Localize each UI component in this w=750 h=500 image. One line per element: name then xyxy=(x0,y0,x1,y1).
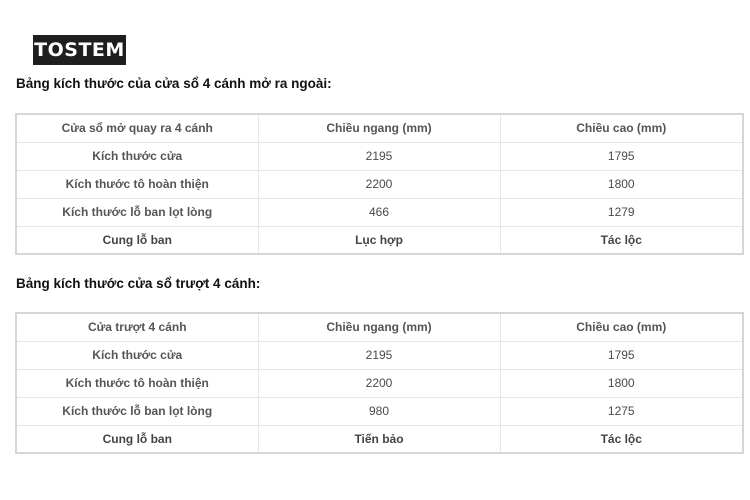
table-header-row xyxy=(16,114,743,142)
row-label: Kích thước cửa xyxy=(16,142,258,170)
table-cell: 466 xyxy=(258,198,500,226)
header-cell: Cửa sổ mở quay ra 4 cánh xyxy=(16,114,258,142)
table-row xyxy=(16,369,743,397)
table-row xyxy=(16,142,743,170)
table-cell: 1275 xyxy=(500,397,743,425)
section-2-heading: Bảng kích thước cửa sổ trượt 4 cánh: xyxy=(16,276,261,291)
header-cell: Chiều ngang (mm) xyxy=(258,313,500,341)
table-cell: 1795 xyxy=(500,341,743,369)
row-label: Kích thước tô hoàn thiện xyxy=(16,170,258,198)
table-cell: 2195 xyxy=(258,341,500,369)
table-cell: 2200 xyxy=(258,170,500,198)
table-header-row xyxy=(16,313,743,341)
casement-window-size-table xyxy=(15,113,744,255)
row-label: Kích thước lỗ ban lọt lòng xyxy=(16,397,258,425)
header-cell: Chiều cao (mm) xyxy=(500,313,743,341)
header-cell: Cửa trượt 4 cánh xyxy=(16,313,258,341)
row-label: Kích thước cửa xyxy=(16,341,258,369)
table-cell: Tiến bảo xyxy=(258,425,500,453)
row-label: Kích thước tô hoàn thiện xyxy=(16,369,258,397)
table-row xyxy=(16,170,743,198)
tostem-logo: TOSTEM xyxy=(33,35,126,65)
table-cell: 1795 xyxy=(500,142,743,170)
sliding-window-size-table xyxy=(15,312,744,454)
row-label: Cung lỗ ban xyxy=(16,226,258,254)
header-cell: Chiều ngang (mm) xyxy=(258,114,500,142)
table-cell: 2195 xyxy=(258,142,500,170)
table-cell: 980 xyxy=(258,397,500,425)
table-cell: 1800 xyxy=(500,170,743,198)
header-cell: Chiều cao (mm) xyxy=(500,114,743,142)
table-row xyxy=(16,425,743,453)
row-label: Cung lỗ ban xyxy=(16,425,258,453)
table-cell: 1279 xyxy=(500,198,743,226)
table-cell: 2200 xyxy=(258,369,500,397)
row-label: Kích thước lỗ ban lọt lòng xyxy=(16,198,258,226)
table-row xyxy=(16,198,743,226)
table-cell: Lục hợp xyxy=(258,226,500,254)
table-cell: 1800 xyxy=(500,369,743,397)
table-row xyxy=(16,341,743,369)
table-cell: Tác lộc xyxy=(500,226,743,254)
table-row xyxy=(16,397,743,425)
section-1-heading: Bảng kích thước của cửa sổ 4 cánh mở ra ngoài: xyxy=(16,76,332,91)
table-row xyxy=(16,226,743,254)
table-cell: Tác lộc xyxy=(500,425,743,453)
